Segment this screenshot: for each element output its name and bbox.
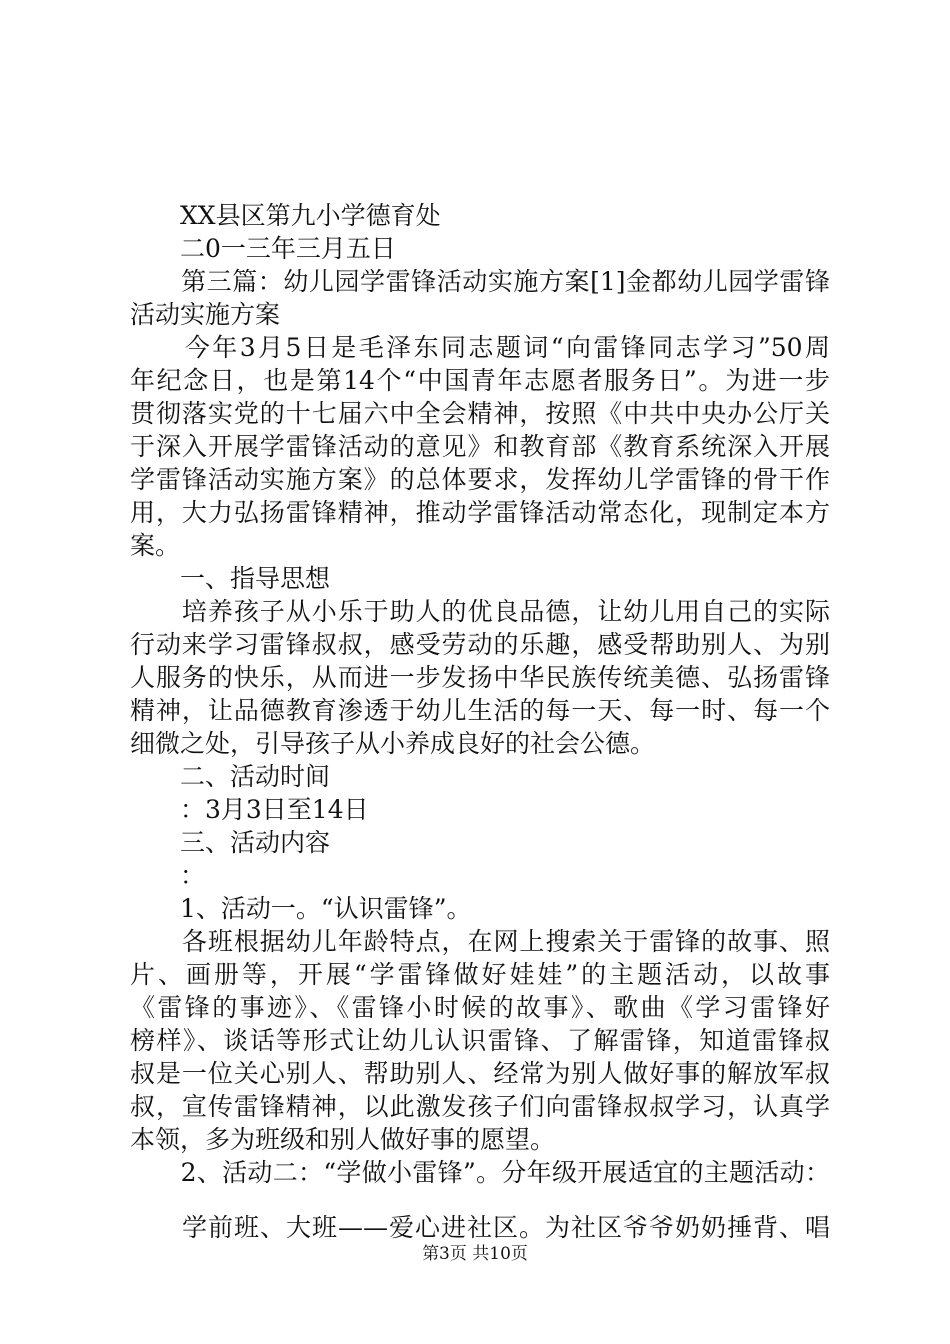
paragraph-line: 于深入开展学雷锋活动的意见》和教育部《教育系统深入开展 (130, 432, 830, 461)
heading-guiding-ideology: 一、指导思想 (130, 564, 331, 593)
paragraph-line: 贯彻落实党的十七届六中全会精神，按照《中共中央办公厅关 (130, 399, 830, 428)
paragraph-line: 学雷锋活动实施方案》的总体要求，发挥幼儿学雷锋的骨干作 (130, 465, 830, 494)
signature-date: 二0一三年三月五日 (130, 234, 396, 263)
paragraph-line: 精神，让品德教育渗透于幼儿生活的每一天、每一时、每一个 (130, 696, 830, 725)
paragraph-line: 本领，多为班级和别人做好事的愿望。 (130, 1125, 556, 1154)
paragraph-line: 《雷锋的事迹》、《雷锋小时候的故事》、歌曲《学习雷锋好 (130, 993, 830, 1022)
paragraph-line: 学前班、大班——爱心进社区。为社区爷爷奶奶捶背、唱 (130, 1213, 830, 1242)
section-title-line-2: 活动实施方案 (130, 300, 281, 329)
heading-activity-content: 三、活动内容 (130, 828, 331, 857)
paragraph-line: 培养孩子从小乐于助人的优良品德，让幼儿用自己的实际 (130, 597, 830, 626)
activity-two-title: 2、活动二：“学做小雷锋”。分年级开展适宜的主题活动： (130, 1158, 830, 1187)
signature-org: XX县区第九小学德育处 (130, 201, 441, 230)
paragraph-line: 用，大力弘扬雷锋精神，推动学雷锋活动常态化，现制定本方 (130, 498, 830, 527)
paragraph-line: 片、画册等，开展“学雷锋做好娃娃”的主题活动，以故事 (130, 960, 830, 989)
page-footer: 第3页 共10页 (422, 1244, 528, 1264)
paragraph-line: 叔是一位关心别人、帮助别人、经常为别人做好事的解放军叔 (130, 1059, 830, 1088)
paragraph-line: 叔，宣传雷锋精神，以此激发孩子们向雷锋叔叔学习，认真学 (130, 1092, 830, 1121)
paragraph-line: 人服务的快乐，从而进一步发扬中华民族传统美德、弘扬雷锋 (130, 663, 830, 692)
paragraph-line: 细微之处，引导孩子从小养成良好的社会公德。 (130, 729, 656, 758)
paragraph-line: 行动来学习雷锋叔叔，感受劳动的乐趣，感受帮助别人、为别 (130, 630, 830, 659)
activity-time-value: ：3月3日至14日 (130, 795, 369, 824)
activity-content-colon: ： (130, 861, 206, 890)
paragraph-line: 年纪念日，也是第14个“中国青年志愿者服务日”。为进一步 (130, 366, 830, 395)
paragraph-line: 今年3月5日是毛泽东同志题词“向雷锋同志学习”50周 (130, 333, 830, 362)
paragraph-line: 榜样》、谈话等形式让幼儿认识雷锋、了解雷锋，知道雷锋叔 (130, 1026, 830, 1055)
paragraph-line: 案。 (130, 531, 181, 560)
heading-activity-time: 二、活动时间 (130, 762, 331, 791)
paragraph-line: 各班根据幼儿年龄特点，在网上搜索关于雷锋的故事、照 (130, 927, 830, 956)
activity-one-title: 1、活动一。“认识雷锋”。 (130, 894, 472, 923)
section-title-line-1: 第三篇：幼儿园学雷锋活动实施方案[1]金都幼儿园学雷锋 (130, 267, 830, 296)
